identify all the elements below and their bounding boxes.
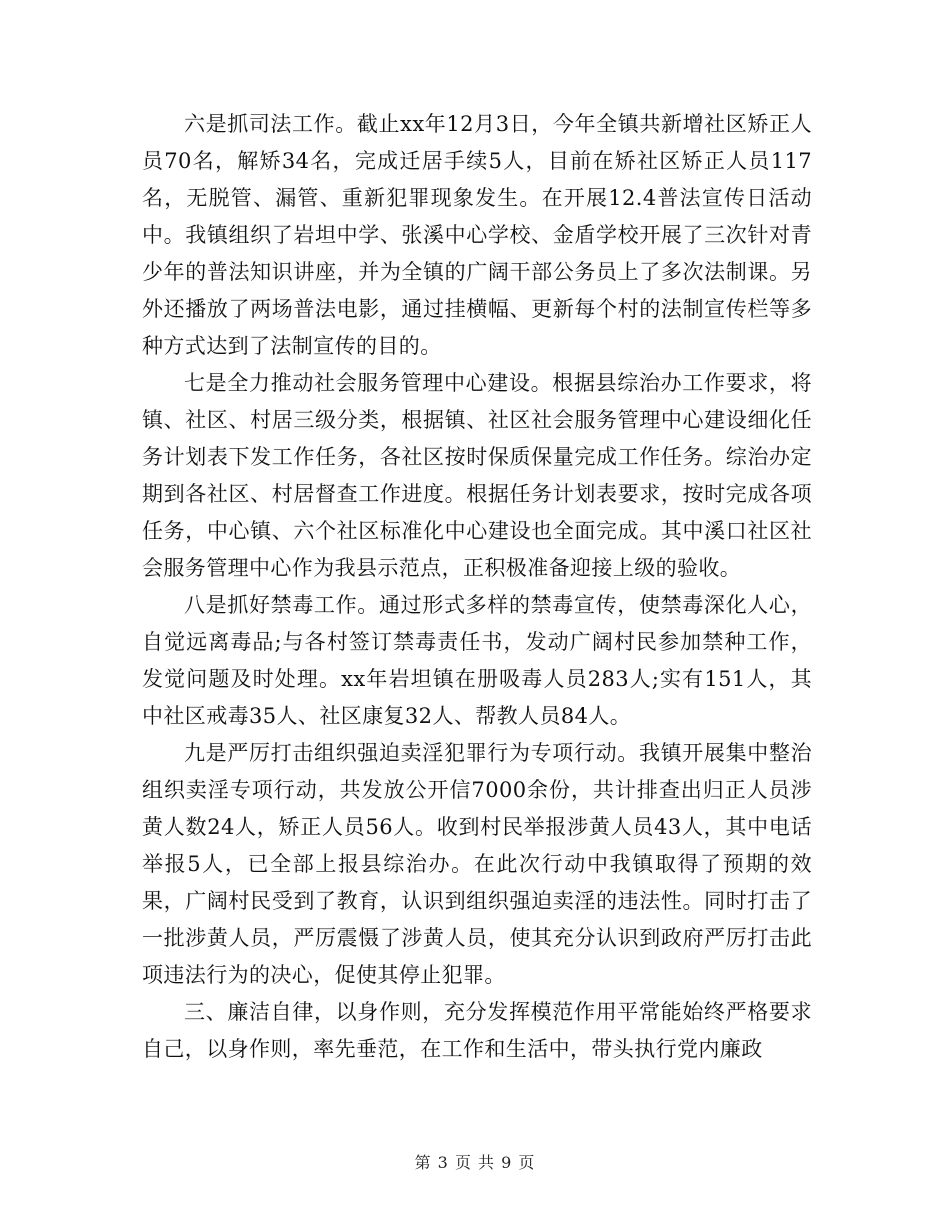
- paragraph-special-action: 九是严厉打击组织强迫卖淫犯罪行为专项行动。我镇开展集中整治组织卖淫专项行动，共发放公开信7000余份，共计排查出归正人员涉黄人数24人，矫正人员56人。收到村民举报涉黄人员43人，其中电话举报5人，已全部上报县综治办。在此次行动中我镇取得了预期的效果，广阔村民受到了教育，认识到组织强迫卖淫的违法性。同时打击了一批涉黄人员，严厉震慑了涉黄人员，使其充分认识到政府严厉打击此项违法行为的决心，促使其停止犯罪。: [142, 741, 812, 987]
- paragraph-integrity-self-discipline: 三、廉洁自律，以身作则，充分发挥模范作用平常能始终严格要求自己，以身作则，率先垂范，在工作和生活中，带头执行党内廉政: [142, 1000, 812, 1061]
- paragraph-judicial-work: 六是抓司法工作。截止xx年12月3日，今年全镇共新增社区矫正人员70名，解矫34名，完成迁居手续5人，目前在矫社区矫正人员117名，无脱管、漏管、重新犯罪现象发生。在开展12.4普法宣传日活动中。我镇组织了岩坦中学、张溪中心学校、金盾学校开展了三次针对青少年的普法知识讲座，并为全镇的广阔干部公务员上了多次法制课。另外还播放了两场普法电影，通过挂横幅、更新每个村的法制宣传栏等多种方式达到了法制宣传的目的。: [142, 112, 812, 358]
- paragraph-social-service-center: 七是全力推动社会服务管理中心建设。根据县综治办工作要求，将镇、社区、村居三级分类，根据镇、社区社会服务管理中心建设细化任务计划表下发工作任务，各社区按时保质保量完成工作任务。综治办定期到各社区、村居督查工作进度。根据任务计划表要求，按时完成各项任务，中心镇、六个社区标准化中心建设也全面完成。其中溪口社区社会服务管理中心作为我县示范点，正积极准备迎接上级的验收。: [142, 371, 812, 580]
- page-number-footer: 第 3 页 共 9 页: [414, 1153, 536, 1172]
- paragraph-drug-control: 八是抓好禁毒工作。通过形式多样的禁毒宣传，使禁毒深化人心，自觉远离毒品;与各村签订禁毒责任书，发动广阔村民参加禁种工作，发觉问题及时处理。xx年岩坦镇在册吸毒人员283人;实有151人，其中社区戒毒35人、社区康复32人、帮教人员84人。: [142, 593, 812, 728]
- body-text: [142, 106, 812, 1068]
